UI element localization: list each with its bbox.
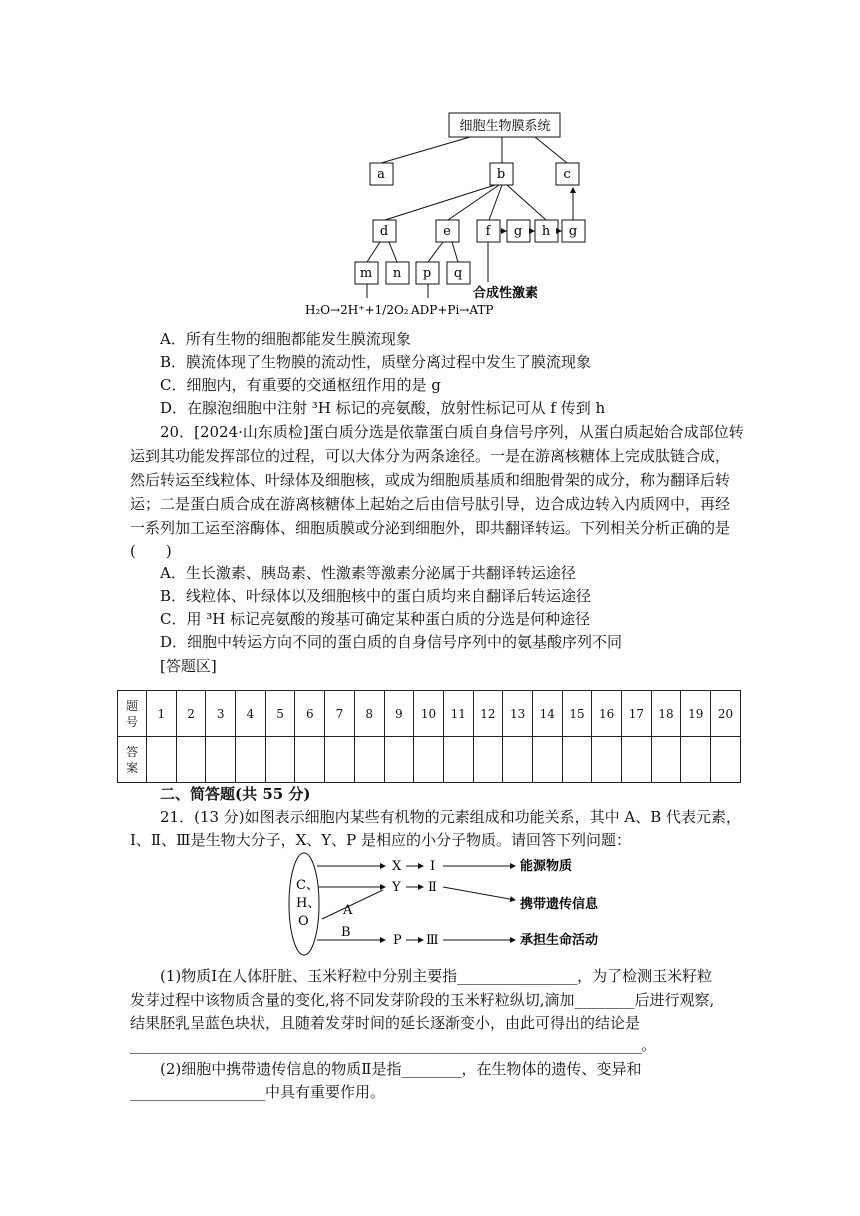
number-cell: 12: [473, 691, 503, 737]
section-2-heading: 二、简答题(共 55 分): [160, 785, 311, 803]
number-cell: 15: [562, 691, 592, 737]
equation-atp: ADP+Pi→ATP: [411, 303, 494, 317]
q20-option-c: C．用 ³H 标记亮氨酸的羧基可确定某种蛋白质的分选是何种途径: [160, 610, 591, 628]
node-h: h: [541, 224, 551, 239]
number-cell: 20: [711, 691, 741, 737]
node-d: d: [379, 224, 389, 239]
number-cell: 17: [622, 691, 652, 737]
answer-cell[interactable]: [681, 737, 711, 783]
q20-line: 一系列加工运至溶酶体、细胞质膜或分泌到细胞外，即共翻译转运。下列相关分析正确的是: [130, 519, 731, 537]
number-cell: 6: [295, 691, 325, 737]
row-header-answer: 答 案: [118, 737, 147, 783]
label-y: Y: [392, 880, 401, 895]
q21-2-line: (2)细胞中携带遗传信息的物质Ⅱ是指________，在生物体的遗传、变异和: [160, 1060, 642, 1078]
membrane-system-diagram: [300, 108, 600, 320]
function-energy: 能源物质: [520, 859, 573, 874]
node-c: c: [563, 167, 571, 182]
answer-cell[interactable]: [414, 737, 444, 783]
element-h: H、: [296, 896, 321, 911]
node-m: m: [359, 266, 373, 281]
answer-table: [117, 690, 741, 783]
organic-compound-diagram: [285, 850, 615, 960]
node-a: a: [377, 167, 385, 182]
number-cell: 3: [206, 691, 236, 737]
number-cell: 7: [325, 691, 355, 737]
answer-cell[interactable]: [503, 737, 533, 783]
number-cell: 10: [414, 691, 444, 737]
answer-cell[interactable]: [325, 737, 355, 783]
element-c: C、: [296, 878, 319, 893]
q19-option-b: B．膜流体现了生物膜的流动性，质壁分离过程中发生了膜流现象: [160, 353, 592, 371]
node-g1: g: [513, 224, 523, 239]
function-life: 承担生命活动: [520, 933, 599, 948]
q21-1-line: 结果胚乳呈蓝色块状，且随着发芽时间的延长逐渐变小，由此可得出的结论是: [130, 1014, 641, 1032]
q20-line: 运；二是蛋白质合成在游离核糖体上起始之后由信号肽引导，边合成边转入内质网中，再经: [130, 495, 731, 513]
number-cell: 14: [532, 691, 562, 737]
function-genetic: 携带遗传信息: [520, 897, 599, 912]
q20-option-a: A．生长激素、胰岛素、性激素等激素分泌属于共翻译转运途径: [160, 564, 576, 582]
answer-cell[interactable]: [295, 737, 325, 783]
number-cell: 19: [681, 691, 711, 737]
number-cell: 1: [147, 691, 177, 737]
answer-cell[interactable]: [265, 737, 295, 783]
diagram-root-label: 细胞生物膜系统: [459, 119, 551, 134]
q21-2-line: __________________中具有重要作用。: [130, 1083, 386, 1101]
q21-line: Ⅰ、Ⅱ、Ⅲ是生物大分子，X、Y、P 是相应的小分子物质。请回答下列问题：: [130, 831, 632, 849]
answer-area-title: [答题区]: [160, 657, 217, 675]
equation-water-split: H₂O→2H⁺+1/2O₂: [305, 303, 409, 317]
number-cell: 2: [176, 691, 206, 737]
q20-line: 20．[2024·山东质检]蛋白质分选是依靠蛋白质自身信号序列，从蛋白质起始合成部位转: [160, 423, 744, 441]
node-e: e: [443, 224, 451, 239]
answer-cell[interactable]: [592, 737, 622, 783]
number-cell: 4: [236, 691, 266, 737]
label-macro-2: Ⅱ: [428, 880, 437, 895]
node-g2: g: [568, 224, 578, 239]
answer-number-row: [118, 691, 741, 737]
node-f: f: [485, 224, 491, 239]
number-cell: 9: [384, 691, 414, 737]
answer-cell[interactable]: [651, 737, 681, 783]
q21-1-line: ________________________________________________________________________。: [130, 1036, 656, 1054]
label-macro-3: Ⅲ: [426, 933, 439, 948]
q20-line: 然后转运至线粒体、叶绿体及细胞核，或成为细胞质基质和细胞骨架的成分，称为翻译后转: [130, 471, 731, 489]
number-cell: 8: [354, 691, 384, 737]
answer-cell[interactable]: [206, 737, 236, 783]
node-n: n: [392, 266, 402, 281]
answer-cell[interactable]: [384, 737, 414, 783]
answer-cell[interactable]: [622, 737, 652, 783]
q21-line: 21．(13 分)如图表示细胞内某些有机物的元素组成和功能关系，其中 A、B 代表元素，: [160, 808, 742, 826]
number-cell: 18: [651, 691, 681, 737]
answer-cell[interactable]: [711, 737, 741, 783]
q19-option-d: D．在腺泡细胞中注射 ³H 标记的亮氨酸，放射性标记可从 f 传到 h: [160, 399, 606, 417]
q20-answer-bracket: ( ): [130, 542, 172, 560]
q21-1-line: (1)物质Ⅰ在人体肝脏、玉米籽粒中分别主要指________________，为了检测玉米籽粒: [160, 967, 713, 985]
row-header-number: 题 号: [118, 691, 147, 737]
node-p: p: [422, 266, 432, 281]
element-o: O: [298, 914, 309, 929]
label-x: X: [392, 859, 402, 874]
node-q: q: [453, 266, 463, 281]
node-b: b: [496, 167, 506, 182]
label-element-b: B: [341, 925, 351, 940]
number-cell: 5: [265, 691, 295, 737]
label-macro-1: Ⅰ: [430, 859, 436, 874]
q20-option-d: D．细胞中转运方向不同的蛋白质的自身信号序列中的氨基酸序列不同: [160, 633, 623, 651]
number-cell: 13: [503, 691, 533, 737]
number-cell: 16: [592, 691, 622, 737]
q20-line: 运到其功能发挥部位的过程，可以大体分为两条途径。一是在游离核糖体上完成肽链合成，: [130, 447, 731, 465]
label-p: P: [393, 933, 402, 948]
q19-option-c: C．细胞内，有重要的交通枢纽作用的是 g: [160, 376, 441, 394]
answer-cell[interactable]: [176, 737, 206, 783]
q19-option-a: A．所有生物的细胞都能发生膜流现象: [160, 330, 411, 348]
q20-option-b: B．线粒体、叶绿体以及细胞核中的蛋白质均来自翻译后转运途径: [160, 587, 592, 605]
q21-1-line: 发芽过程中该物质含量的变化,将不同发芽阶段的玉米籽粒纵切,滴加________后进行观察,: [130, 991, 715, 1009]
answer-cell[interactable]: [354, 737, 384, 783]
number-cell: 11: [443, 691, 473, 737]
answer-cell[interactable]: [147, 737, 177, 783]
label-element-a: A: [343, 903, 353, 918]
answer-row: [118, 737, 741, 783]
answer-cell[interactable]: [562, 737, 592, 783]
answer-cell[interactable]: [236, 737, 266, 783]
answer-cell[interactable]: [443, 737, 473, 783]
answer-cell[interactable]: [473, 737, 503, 783]
answer-cell[interactable]: [532, 737, 562, 783]
hormone-label: 合成性激素: [473, 286, 539, 301]
